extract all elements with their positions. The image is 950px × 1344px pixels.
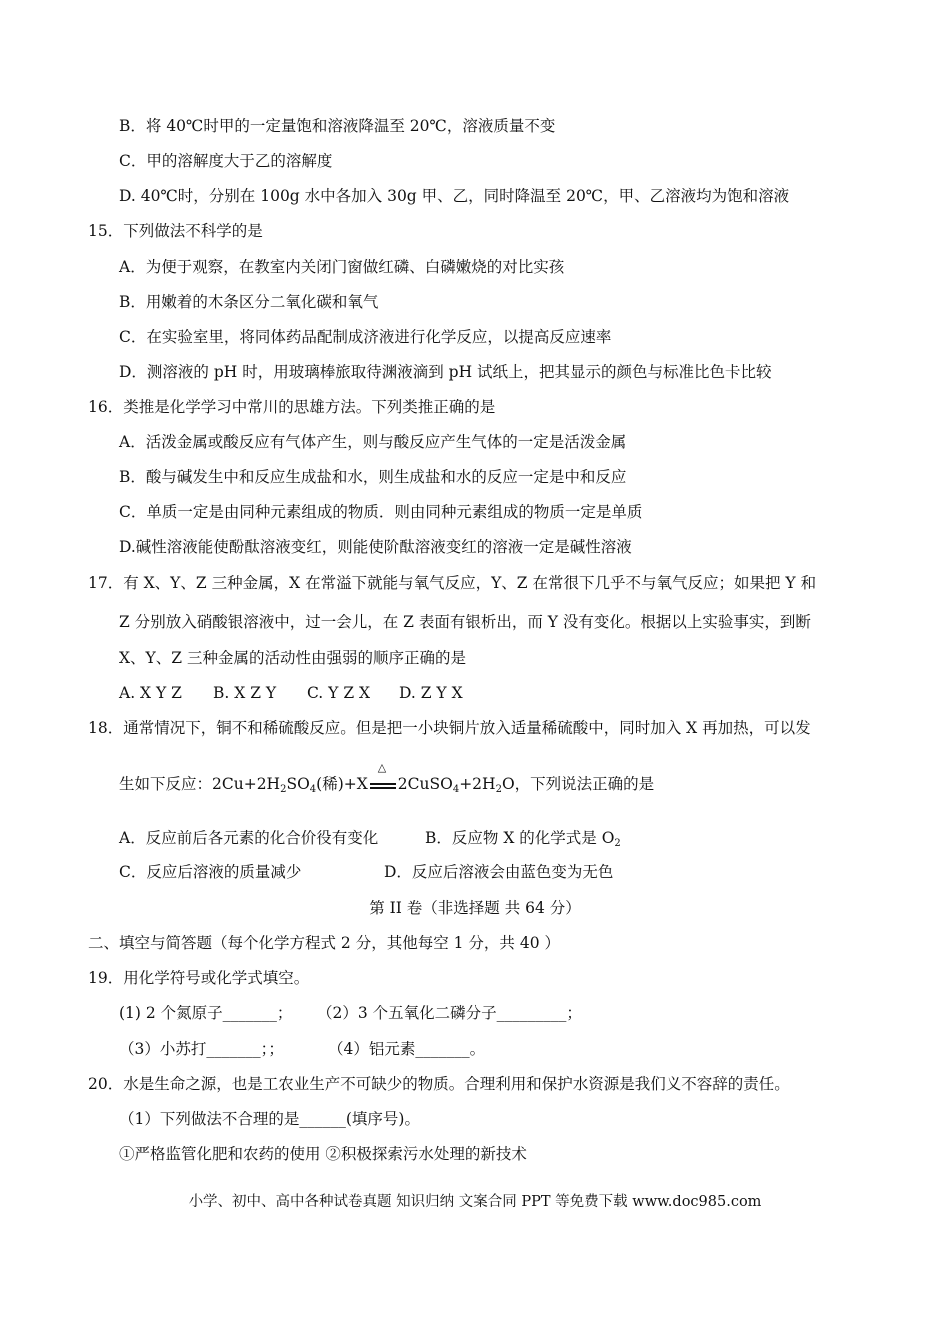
part-heading: 二、填空与简答题（每个化学方程式 2 分，其他每空 1 分，共 40 ） xyxy=(88,934,561,952)
option-14b: B．将 40℃时甲的一定量饱和溶液降温至 20℃，溶液质量不变 xyxy=(119,117,556,135)
question-16: 16．类推是化学学习中常川的思雄方法。下列类推正确的是 xyxy=(88,398,496,416)
question-15: 15．下列做法不科学的是 xyxy=(88,222,263,240)
page-footer: 小学、初中、高中各种试卷真题 知识归纳 文案合同 PPT 等免费下载 www.doc985.com xyxy=(188,1194,762,1210)
question-19: 19．用化学符号或化学式填空。 xyxy=(88,969,310,987)
option-18d: D．反应后溶液会由蓝色变为无色 xyxy=(384,863,614,881)
option-16d: D.碱性溶液能使酚酞溶液变红，则能使阶酞溶液变红的溶液一定是碱性溶液 xyxy=(119,538,632,556)
question-18-line1: 18．通常情况下，铜不和稀硫酸反应。但是把一小块铜片放入适量稀硫酸中，同时加入 X 再加热，可以发 xyxy=(88,719,811,737)
blank-19-4: （4）铝元素_______。 xyxy=(328,1040,486,1058)
option-18c: C．反应后溶液的质量减少 xyxy=(119,863,302,881)
option-17b: B. X Z Y xyxy=(213,684,277,702)
blank-19-3: （3）小苏打_______；； xyxy=(119,1040,284,1058)
heat-equals-sign: △ xyxy=(370,776,396,794)
option-16a: A．活泼金属或酸反应有气体产生，则与酸反应产生气体的一定是活泼金属 xyxy=(119,433,627,451)
question-17-line3: X、Y、Z 三种金属的活动性由强弱的顺序正确的是 xyxy=(119,649,466,667)
section-title: 第 II 卷（非选择题 共 64 分） xyxy=(369,899,581,917)
blank-19-1: (1) 2 个氮原子_______； xyxy=(119,1004,293,1022)
option-18a: A．反应前后各元素的化合价役有变化 xyxy=(119,829,379,847)
option-14d: D. 40℃时，分别在 100g 水中各加入 30g 甲、乙，同时降温至 20℃，甲、乙溶液均为饱和溶液 xyxy=(119,187,790,205)
options-17 xyxy=(119,683,463,703)
option-18b: B．反应物 X 的化学式是 $O_2$ xyxy=(425,829,621,849)
option-15b: B．用嫩着的木条区分二氧化碳和氧气 xyxy=(119,293,379,311)
question-20: 20．水是生命之源，也是工农业生产不可缺少的物质。合理利用和保护水资源是我们义不容辞的责任。 xyxy=(88,1075,790,1093)
option-17c: C. Y Z X xyxy=(307,684,371,702)
option-16b: B．酸与碱发生中和反应生成盐和水，则生成盐和水的反应一定是中和反应 xyxy=(119,468,627,486)
option-17d: D. Z Y X xyxy=(399,684,463,702)
option-16c: C．单质一定是由同种元素组成的物质．则由同种元素组成的物质一定是单质 xyxy=(119,503,643,521)
option-15a: A．为便于观察，在教室内关闭门窗做红磷、白磷嫩烧的对比实孩 xyxy=(119,258,565,276)
option-17a: A. X Y Z xyxy=(119,684,182,702)
question-20-choices: ①严格监管化肥和农药的使用 ②积极探索污水处理的新技术 xyxy=(119,1145,527,1163)
question-17-line1: 17．有 X、Y、Z 三种金属，X 在常溢下就能与氧气反应，Y、Z 在常很下几乎不与氧气反应；如果把 Y 和 xyxy=(88,574,817,592)
blank-19-2: （2）3 个五氧化二磷分子_________； xyxy=(317,1004,582,1022)
question-20-part1: （1）下列做法不合理的是______(填序号)。 xyxy=(119,1110,420,1128)
option-14c: C．甲的溶解度大于乙的溶解度 xyxy=(119,152,333,170)
question-18-equation: 生如下反应：$2Cu+2H_2SO_4$(稀)+X △ $2CuSO_4+2H_2O$，下列说法正确的是 xyxy=(119,761,655,795)
option-15d: D．测溶液的 pH 时，用玻璃棒旅取待渊液滴到 pH 试纸上，把其显示的颜色与标准比色卡比较 xyxy=(119,363,772,381)
option-15c: C．在实验室里，将同体药品配制成济液进行化学反应，以提高反应速率 xyxy=(119,328,612,346)
question-17-line2: Z 分别放入硝酸银溶液中，过一会儿，在 Z 表面有银析出，而 Y 没有变化。根据以上实验事实，到断 xyxy=(119,613,811,631)
